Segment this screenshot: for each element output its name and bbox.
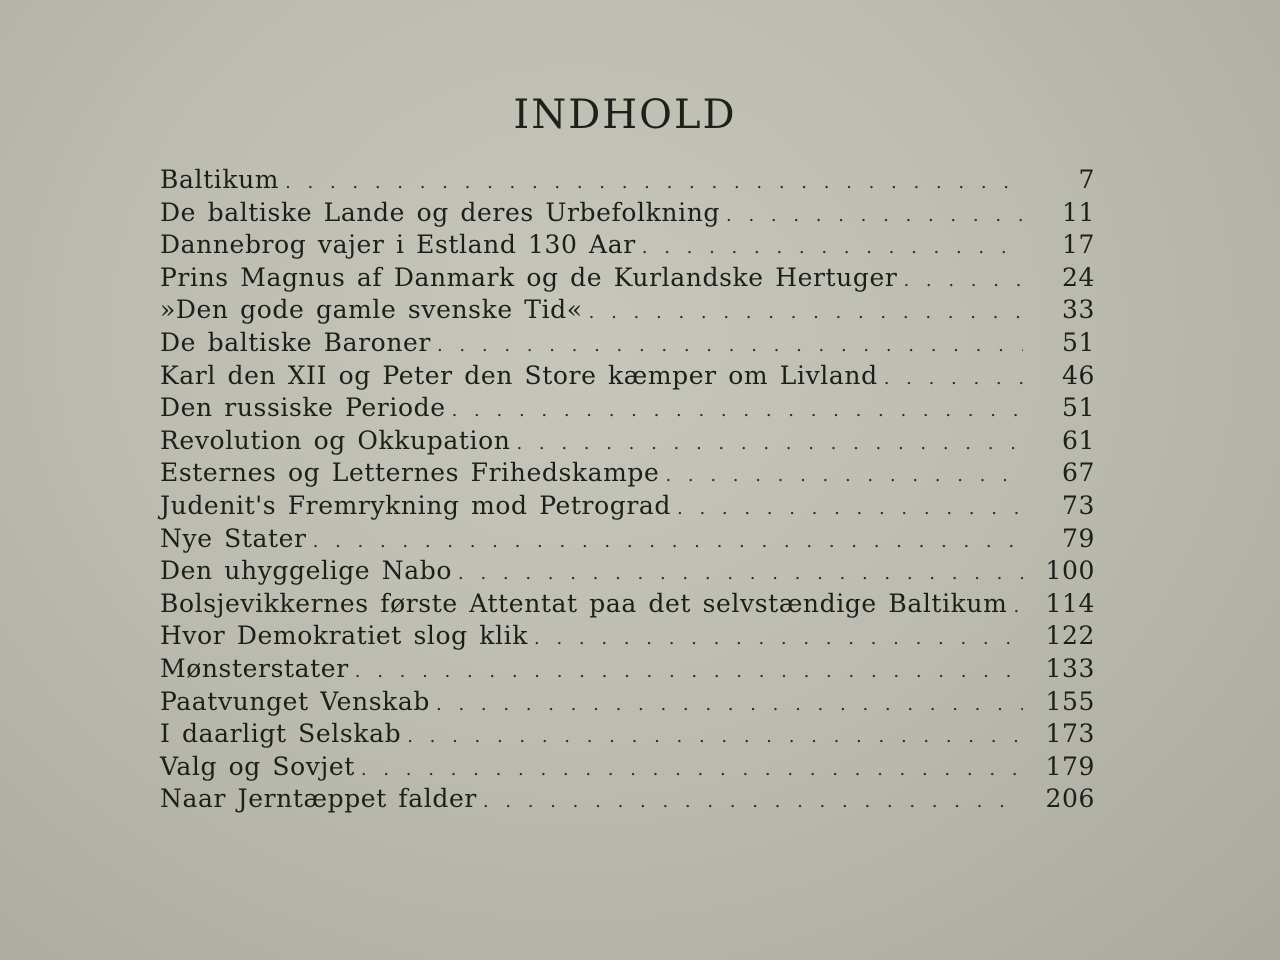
toc-entry-title: Hvor Demokratiet slog klik	[160, 621, 529, 651]
toc-entry-title: De baltiske Baroner	[160, 327, 431, 357]
toc-entry	[160, 555, 1095, 588]
dot-leader	[677, 493, 1023, 526]
toc-entry	[160, 751, 1095, 784]
toc-entry	[160, 490, 1095, 523]
toc-entry-title: Dannebrog vajer i Estland 130 Aar	[160, 230, 636, 260]
toc-entry-title: Den uhyggelige Nabo	[160, 556, 452, 586]
toc-entry-title: Revolution og Okkupation	[160, 425, 511, 455]
toc-entry-title: Judenit's Fremrykning mod Petrograd	[160, 490, 671, 520]
toc-entry	[160, 523, 1095, 556]
toc-entry	[160, 294, 1095, 327]
dot-leader	[884, 363, 1023, 396]
toc-entry-page-number: 24	[1061, 262, 1095, 292]
toc-entry-page-number: 100	[1045, 556, 1095, 586]
toc-entry-page-number: 173	[1045, 719, 1095, 749]
dot-leader	[483, 786, 1023, 819]
toc-entry-page-number: 51	[1061, 327, 1095, 357]
toc-entry-page-number: 79	[1061, 523, 1095, 553]
toc-entry-title: Prins Magnus af Danmark og de Kurlandske Hertuger	[160, 262, 898, 292]
toc-entry	[160, 197, 1095, 230]
toc-entry	[160, 457, 1095, 490]
toc-entry-page-number: 133	[1045, 653, 1095, 683]
toc-entry-page-number: 114	[1045, 588, 1095, 618]
dot-leader	[1013, 591, 1023, 624]
toc-entry	[160, 588, 1095, 621]
toc-entry-title: De baltiske Lande og deres Urbefolkning	[160, 197, 720, 227]
toc-entry-title: I daarligt Selskab	[160, 719, 402, 749]
toc-entry-title: Bolsjevikkernes første Attentat paa det selvstændige Baltikum	[160, 588, 1008, 618]
dot-leader	[452, 395, 1023, 428]
toc-entry-page-number: 7	[1078, 165, 1095, 194]
toc-entry	[160, 718, 1095, 751]
toc-entry-page-number: 17	[1061, 230, 1095, 260]
toc-entry	[160, 620, 1095, 653]
dot-leader	[726, 200, 1023, 233]
toc-entry-page-number: 51	[1061, 393, 1095, 423]
toc-entry	[160, 360, 1095, 393]
toc-entry-page-number: 46	[1061, 360, 1095, 390]
toc-entry-title: Valg og Sovjet	[160, 751, 355, 781]
dot-leader	[407, 721, 1023, 754]
toc-entry	[160, 783, 1095, 816]
table-of-contents	[160, 164, 1095, 816]
toc-entry	[160, 229, 1095, 262]
dot-leader	[355, 656, 1023, 689]
dot-leader	[313, 526, 1023, 559]
dot-leader	[516, 428, 1023, 461]
toc-entry	[160, 262, 1095, 295]
toc-entry	[160, 686, 1095, 719]
toc-entry-title: Mønsterstater	[160, 653, 349, 683]
toc-entry-title: Nye Stater	[160, 523, 307, 553]
toc-entry-title: Esternes og Letternes Frihedskampe	[160, 458, 660, 488]
toc-entry-title: Karl den XII og Peter den Store kæmper om Livland	[160, 360, 878, 390]
toc-entry-page-number: 73	[1061, 490, 1095, 520]
toc-entry	[160, 327, 1095, 360]
dot-leader	[437, 330, 1023, 363]
toc-entry-page-number: 206	[1045, 784, 1095, 814]
toc-entry-page-number: 61	[1061, 425, 1095, 455]
dot-leader	[458, 558, 1023, 591]
dot-leader	[589, 297, 1023, 330]
toc-entry-page-number: 33	[1061, 295, 1095, 325]
toc-entry-page-number: 11	[1061, 197, 1095, 227]
page-title: INDHOLD	[513, 92, 737, 138]
toc-entry-page-number: 179	[1045, 751, 1095, 781]
dot-leader	[903, 265, 1023, 298]
toc-entry-title: Paatvunget Venskab	[160, 686, 431, 716]
dot-leader	[534, 623, 1023, 656]
dot-leader	[361, 754, 1023, 787]
toc-entry	[160, 425, 1095, 458]
dot-leader	[285, 167, 1023, 200]
toc-entry	[160, 653, 1095, 686]
toc-entry	[160, 164, 1095, 197]
dot-leader	[436, 689, 1023, 722]
toc-entry-title: »Den gode gamle svenske Tid«	[160, 295, 583, 325]
toc-entry-title: Den russiske Periode	[160, 393, 446, 423]
dot-leader	[642, 232, 1023, 265]
toc-entry	[160, 392, 1095, 425]
toc-entry-page-number: 67	[1061, 458, 1095, 488]
toc-entry-title: Baltikum	[160, 165, 280, 194]
toc-entry-page-number: 122	[1045, 621, 1095, 651]
dot-leader	[665, 460, 1023, 493]
toc-entry-title: Naar Jerntæppet falder	[160, 784, 477, 814]
toc-entry-page-number: 155	[1045, 686, 1095, 716]
